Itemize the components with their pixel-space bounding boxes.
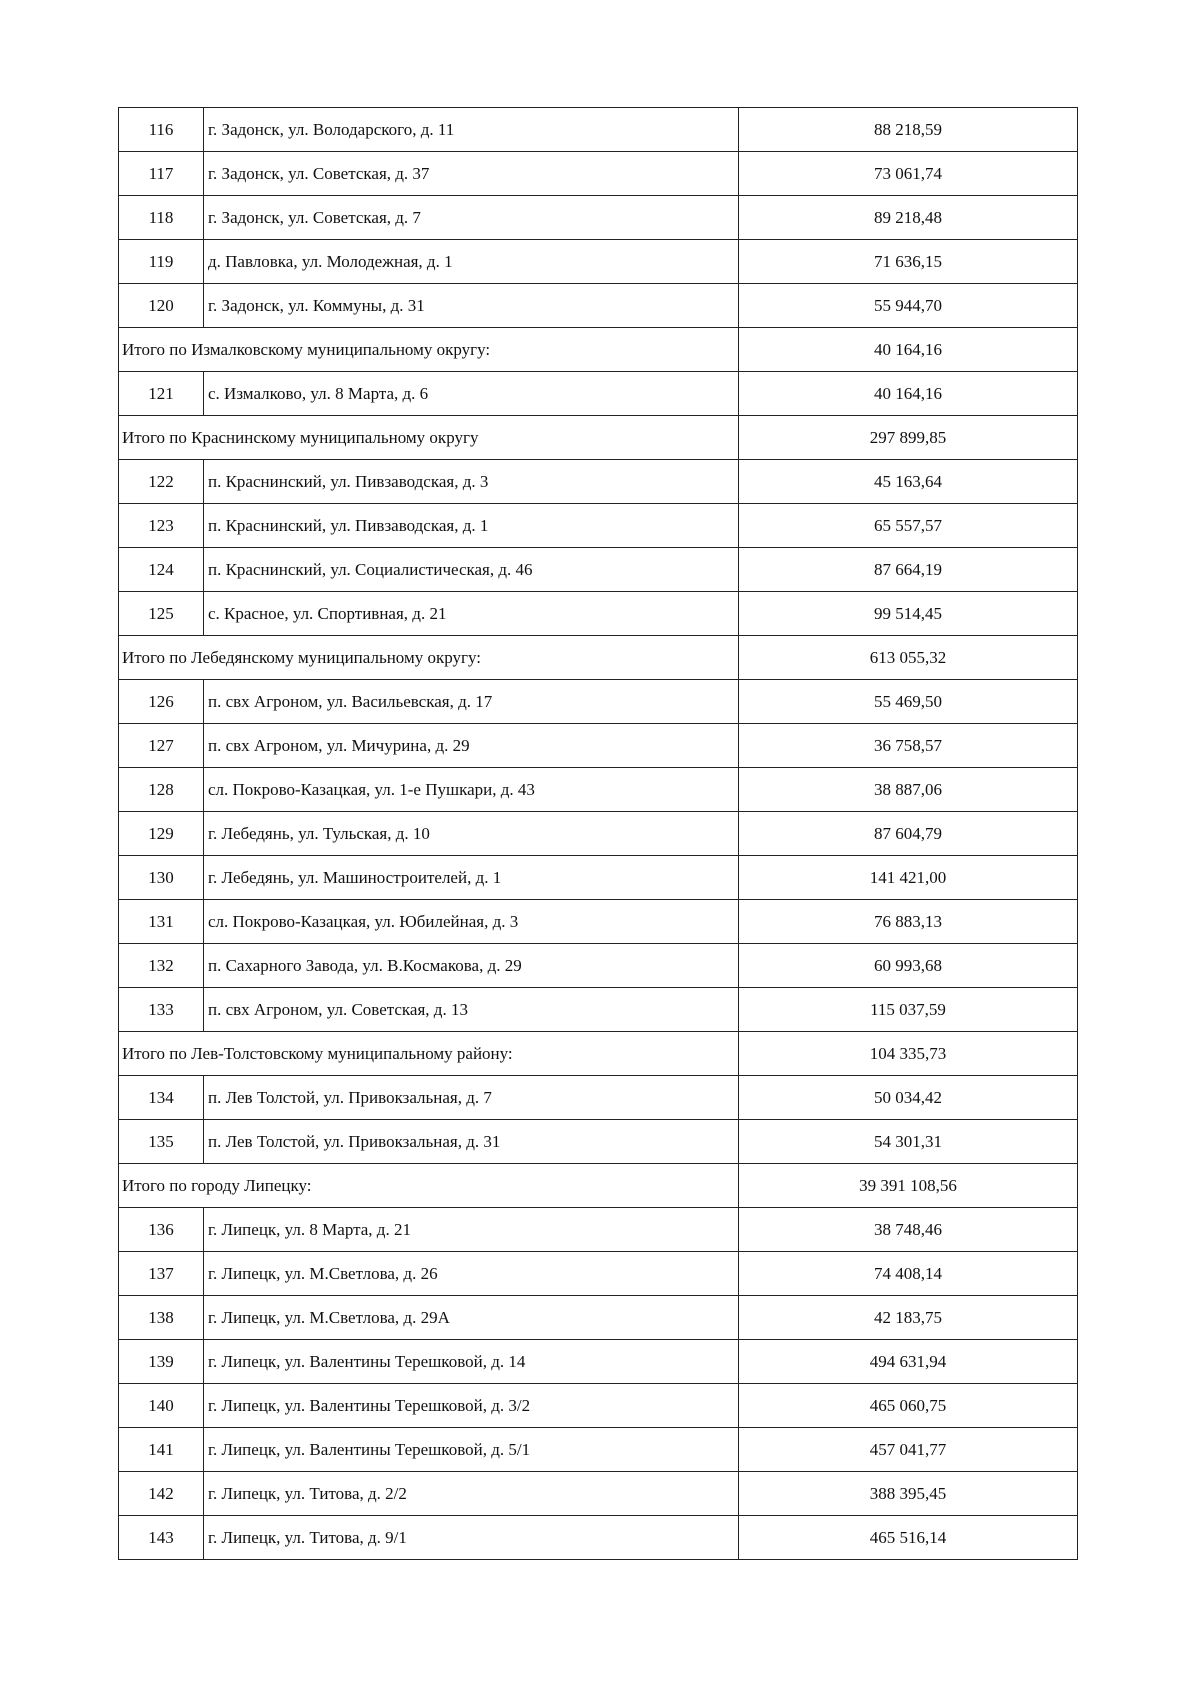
table-row (119, 944, 1078, 988)
table-row (119, 812, 1078, 856)
row-amount: 45 163,64 (739, 460, 1078, 504)
row-amount: 38 887,06 (739, 768, 1078, 812)
table-row (119, 1252, 1078, 1296)
table-row (119, 1516, 1078, 1560)
row-amount: 88 218,59 (739, 108, 1078, 152)
subtotal-amount: 104 335,73 (739, 1032, 1078, 1076)
row-number: 138 (119, 1296, 204, 1340)
row-amount: 115 037,59 (739, 988, 1078, 1032)
table-row (119, 900, 1078, 944)
subtotal-row (119, 328, 1078, 372)
table-row (119, 1428, 1078, 1472)
table-row (119, 592, 1078, 636)
row-number: 117 (119, 152, 204, 196)
table-row (119, 856, 1078, 900)
subtotal-row (119, 636, 1078, 680)
table-row (119, 1120, 1078, 1164)
row-number: 125 (119, 592, 204, 636)
row-number: 134 (119, 1076, 204, 1120)
row-number: 141 (119, 1428, 204, 1472)
subtotal-row (119, 1164, 1078, 1208)
subtotal-amount: 613 055,32 (739, 636, 1078, 680)
row-amount: 55 469,50 (739, 680, 1078, 724)
table-row (119, 504, 1078, 548)
row-number: 116 (119, 108, 204, 152)
row-number: 140 (119, 1384, 204, 1428)
row-amount: 65 557,57 (739, 504, 1078, 548)
row-number: 120 (119, 284, 204, 328)
row-address: д. Павловка, ул. Молодежная, д. 1 (204, 240, 739, 284)
subtotal-label: Итого по Краснинскому муниципальному округу (119, 416, 739, 460)
table-row (119, 240, 1078, 284)
row-number: 127 (119, 724, 204, 768)
row-amount: 50 034,42 (739, 1076, 1078, 1120)
row-number: 123 (119, 504, 204, 548)
subtotal-label: Итого по городу Липецку: (119, 1164, 739, 1208)
row-amount: 76 883,13 (739, 900, 1078, 944)
row-number: 124 (119, 548, 204, 592)
row-amount: 60 993,68 (739, 944, 1078, 988)
table-row (119, 1208, 1078, 1252)
row-address: г. Задонск, ул. Володарского, д. 11 (204, 108, 739, 152)
subtotal-label: Итого по Лебедянскому муниципальному округу: (119, 636, 739, 680)
table-row (119, 1076, 1078, 1120)
row-number: 139 (119, 1340, 204, 1384)
subtotal-row (119, 416, 1078, 460)
subtotal-row (119, 1032, 1078, 1076)
table-row (119, 680, 1078, 724)
row-amount: 73 061,74 (739, 152, 1078, 196)
row-address: п. Сахарного Завода, ул. В.Космакова, д. 29 (204, 944, 739, 988)
subtotal-amount: 39 391 108,56 (739, 1164, 1078, 1208)
table-row (119, 988, 1078, 1032)
registry-table-body (119, 108, 1078, 1560)
row-number: 136 (119, 1208, 204, 1252)
row-number: 126 (119, 680, 204, 724)
row-address: г. Задонск, ул. Советская, д. 7 (204, 196, 739, 240)
table-row (119, 1340, 1078, 1384)
row-amount: 87 664,19 (739, 548, 1078, 592)
row-amount: 89 218,48 (739, 196, 1078, 240)
table-row (119, 460, 1078, 504)
row-address: г. Лебедянь, ул. Тульская, д. 10 (204, 812, 739, 856)
row-amount: 71 636,15 (739, 240, 1078, 284)
row-amount: 40 164,16 (739, 372, 1078, 416)
table-row (119, 196, 1078, 240)
row-address: с. Красное, ул. Спортивная, д. 21 (204, 592, 739, 636)
row-address: г. Лебедянь, ул. Машиностроителей, д. 1 (204, 856, 739, 900)
row-amount: 36 758,57 (739, 724, 1078, 768)
row-amount: 457 041,77 (739, 1428, 1078, 1472)
row-address: п. свх Агроном, ул. Мичурина, д. 29 (204, 724, 739, 768)
table-row (119, 108, 1078, 152)
row-address: г. Липецк, ул. Титова, д. 9/1 (204, 1516, 739, 1560)
row-amount: 465 060,75 (739, 1384, 1078, 1428)
row-address: п. Краснинский, ул. Социалистическая, д. 46 (204, 548, 739, 592)
table-row (119, 372, 1078, 416)
row-number: 121 (119, 372, 204, 416)
row-address: п. Краснинский, ул. Пивзаводская, д. 3 (204, 460, 739, 504)
row-amount: 38 748,46 (739, 1208, 1078, 1252)
row-address: сл. Покрово-Казацкая, ул. 1-е Пушкари, д. 43 (204, 768, 739, 812)
row-amount: 54 301,31 (739, 1120, 1078, 1164)
row-address: г. Липецк, ул. 8 Марта, д. 21 (204, 1208, 739, 1252)
row-number: 133 (119, 988, 204, 1032)
row-amount: 42 183,75 (739, 1296, 1078, 1340)
row-address: г. Липецк, ул. Титова, д. 2/2 (204, 1472, 739, 1516)
row-amount: 465 516,14 (739, 1516, 1078, 1560)
row-number: 130 (119, 856, 204, 900)
row-address: п. свх Агроном, ул. Советская, д. 13 (204, 988, 739, 1032)
row-number: 122 (119, 460, 204, 504)
table-row (119, 548, 1078, 592)
subtotal-label: Итого по Измалковскому муниципальному округу: (119, 328, 739, 372)
row-address: г. Липецк, ул. Валентины Терешковой, д. 14 (204, 1340, 739, 1384)
row-number: 137 (119, 1252, 204, 1296)
row-amount: 74 408,14 (739, 1252, 1078, 1296)
table-row (119, 284, 1078, 328)
table-row (119, 1384, 1078, 1428)
row-number: 129 (119, 812, 204, 856)
table-row (119, 724, 1078, 768)
row-number: 118 (119, 196, 204, 240)
row-amount: 494 631,94 (739, 1340, 1078, 1384)
row-address: г. Липецк, ул. Валентины Терешковой, д. 3/2 (204, 1384, 739, 1428)
table-row (119, 1296, 1078, 1340)
row-number: 128 (119, 768, 204, 812)
row-amount: 388 395,45 (739, 1472, 1078, 1516)
row-address: п. Краснинский, ул. Пивзаводская, д. 1 (204, 504, 739, 548)
row-number: 135 (119, 1120, 204, 1164)
subtotal-amount: 40 164,16 (739, 328, 1078, 372)
table-row (119, 152, 1078, 196)
table-row (119, 768, 1078, 812)
row-address: п. свх Агроном, ул. Васильевская, д. 17 (204, 680, 739, 724)
row-address: г. Задонск, ул. Советская, д. 37 (204, 152, 739, 196)
subtotal-amount: 297 899,85 (739, 416, 1078, 460)
row-address: г. Липецк, ул. М.Светлова, д. 26 (204, 1252, 739, 1296)
row-amount: 99 514,45 (739, 592, 1078, 636)
row-address: п. Лев Толстой, ул. Привокзальная, д. 7 (204, 1076, 739, 1120)
row-number: 132 (119, 944, 204, 988)
row-amount: 141 421,00 (739, 856, 1078, 900)
row-address: г. Липецк, ул. Валентины Терешковой, д. 5/1 (204, 1428, 739, 1472)
row-address: г. Липецк, ул. М.Светлова, д. 29А (204, 1296, 739, 1340)
row-number: 142 (119, 1472, 204, 1516)
row-number: 119 (119, 240, 204, 284)
row-address: г. Задонск, ул. Коммуны, д. 31 (204, 284, 739, 328)
row-address: п. Лев Толстой, ул. Привокзальная, д. 31 (204, 1120, 739, 1164)
row-amount: 55 944,70 (739, 284, 1078, 328)
row-number: 131 (119, 900, 204, 944)
registry-table (118, 107, 1078, 1560)
row-address: с. Измалково, ул. 8 Марта, д. 6 (204, 372, 739, 416)
row-address: сл. Покрово-Казацкая, ул. Юбилейная, д. 3 (204, 900, 739, 944)
subtotal-label: Итого по Лев-Толстовскому муниципальному району: (119, 1032, 739, 1076)
table-row (119, 1472, 1078, 1516)
row-amount: 87 604,79 (739, 812, 1078, 856)
row-number: 143 (119, 1516, 204, 1560)
